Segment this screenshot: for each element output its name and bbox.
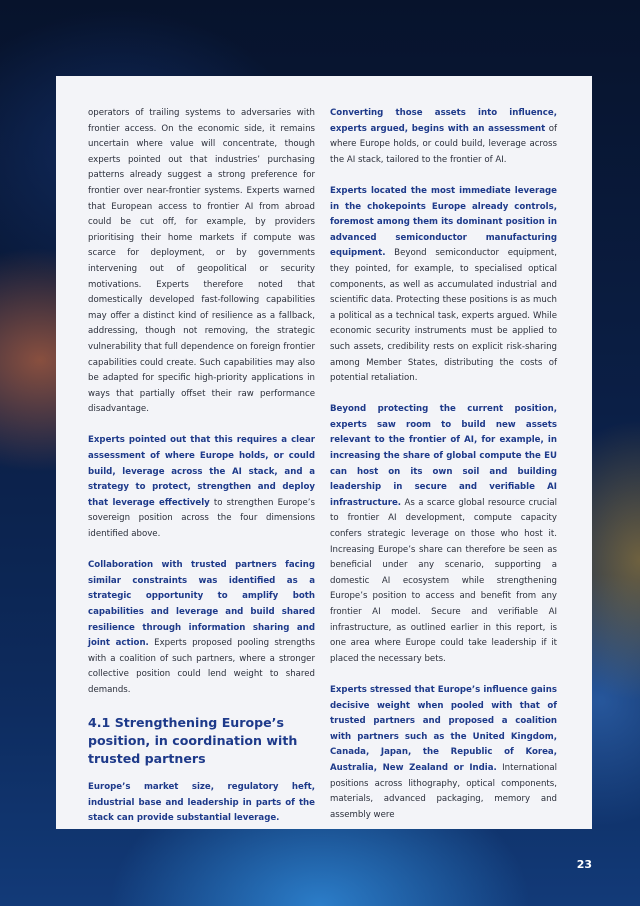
paragraph bbox=[88, 106, 315, 418]
paragraph-text: operators of trailing systems to adversaries with frontier access. On the economic side, it remains uncertain where value will concentrate, though experts pointed out that industries’ purchasing patterns already suggest a strong preference for frontier over near-frontier systems. Experts warned that European access to frontier AI from abroad could be cut off, for example, by providers prioritising their home markets if compute was scarce for deployment, or by governments intervening out of geopolitical or security motivations. Experts therefore noted that domestically developed fast-following capabilities may offer a distinct kind of resilience as a fallback, addressing, though not removing, the strategic vulnerability that full dependence on foreign frontier capabilities could create. Such capabilities may also be adapted for specific high-priority applications in ways that partially offset their raw performance disadvantage. bbox=[88, 108, 315, 415]
paragraph-emphasis: Experts stressed that Europe’s influence gains decisive weight when pooled with that of trusted partners and proposed a coalition with partners such as the United Kingdom, Canada, Japan, the Republic of Korea, Australia, New Zealand or India. bbox=[330, 684, 557, 773]
paragraph bbox=[330, 683, 557, 823]
paragraph-text: International positions across lithography, optical components, materials, advanced packaging, memory and assembly were bbox=[330, 762, 557, 820]
paragraph-emphasis: Europe’s market size, regulatory heft, industrial base and leadership in parts of the stack can provide substantial leverage. bbox=[88, 782, 315, 824]
paragraph bbox=[88, 780, 315, 827]
paragraph-text: to strengthen Europe’s sovereign position across the four dimensions identified above. bbox=[88, 497, 315, 540]
paragraph bbox=[88, 558, 315, 698]
right-column bbox=[330, 106, 557, 839]
page-number: 23 bbox=[576, 858, 592, 871]
paragraph-text: of where Europe holds, or could build, leverage across the AI stack, tailored to the frontier of AI. bbox=[330, 123, 557, 165]
paragraph bbox=[88, 433, 315, 542]
paragraph-emphasis: Experts pointed out that this requires a clear assessment of where Europe holds, or could build, leverage across the AI stack, and a strategy to protect, strengthen and deploy that leverage effectively bbox=[88, 435, 315, 508]
paragraph-emphasis: Beyond protecting the current position, experts saw room to build new assets relevant to the frontier of AI, for example, in increasing the share of global compute the EU can host on its own soil and building leadership in secure and verifiable AI infrastructure. bbox=[330, 404, 557, 508]
paragraph-emphasis: Collaboration with trusted partners facing similar constraints was identified as a strategic opportunity to amplify both capabilities and leverage and build shared resilience through information sharing and joint action. bbox=[88, 560, 315, 649]
left-column bbox=[88, 106, 315, 843]
paragraph-emphasis: Experts located the most immediate leverage in the chokepoints Europe already controls, foremost among them its dominant position in advanced semiconductor manufacturing equipment. bbox=[330, 185, 557, 259]
paragraph-emphasis: Converting those assets into influence, experts argued, begins with an assessment bbox=[330, 108, 557, 134]
paragraph bbox=[330, 184, 557, 387]
paragraph-text: Beyond semiconductor equipment, they pointed, for example, to specialised optical components, as well as accumulated industrial and scientific data. Protecting these positions is as much a political as a technical task, experts argued. While economic security instruments must be applied to such assets, credibility rests on explicit risk-sharing among Member States, distributing the costs of potential retaliation. bbox=[330, 248, 557, 384]
paragraph bbox=[330, 402, 557, 667]
section-heading: 4.1 Strengthening Europe’s position, in coordination with trusted partners bbox=[88, 715, 298, 767]
paragraph-text: Experts proposed pooling strengths with a coalition of such partners, where a stronger collective position could lend weight to shared demands. bbox=[88, 638, 316, 695]
content-panel bbox=[56, 76, 592, 829]
paragraph bbox=[330, 106, 557, 168]
paragraph-text: As a scarce global resource crucial to frontier AI development, compute capacity confers strategic leverage on those who host it. Increasing Europe’s share can therefore be seen as beneficial under any scenario, supporting a domestic AI ecosystem while strengthening Europe’s position to access and benefit from any frontier AI model. Secure and verifiable AI infrastructure, as outlined earlier in this report, is one area where Europe could take leadership if it placed the necessary bets. bbox=[330, 497, 557, 664]
